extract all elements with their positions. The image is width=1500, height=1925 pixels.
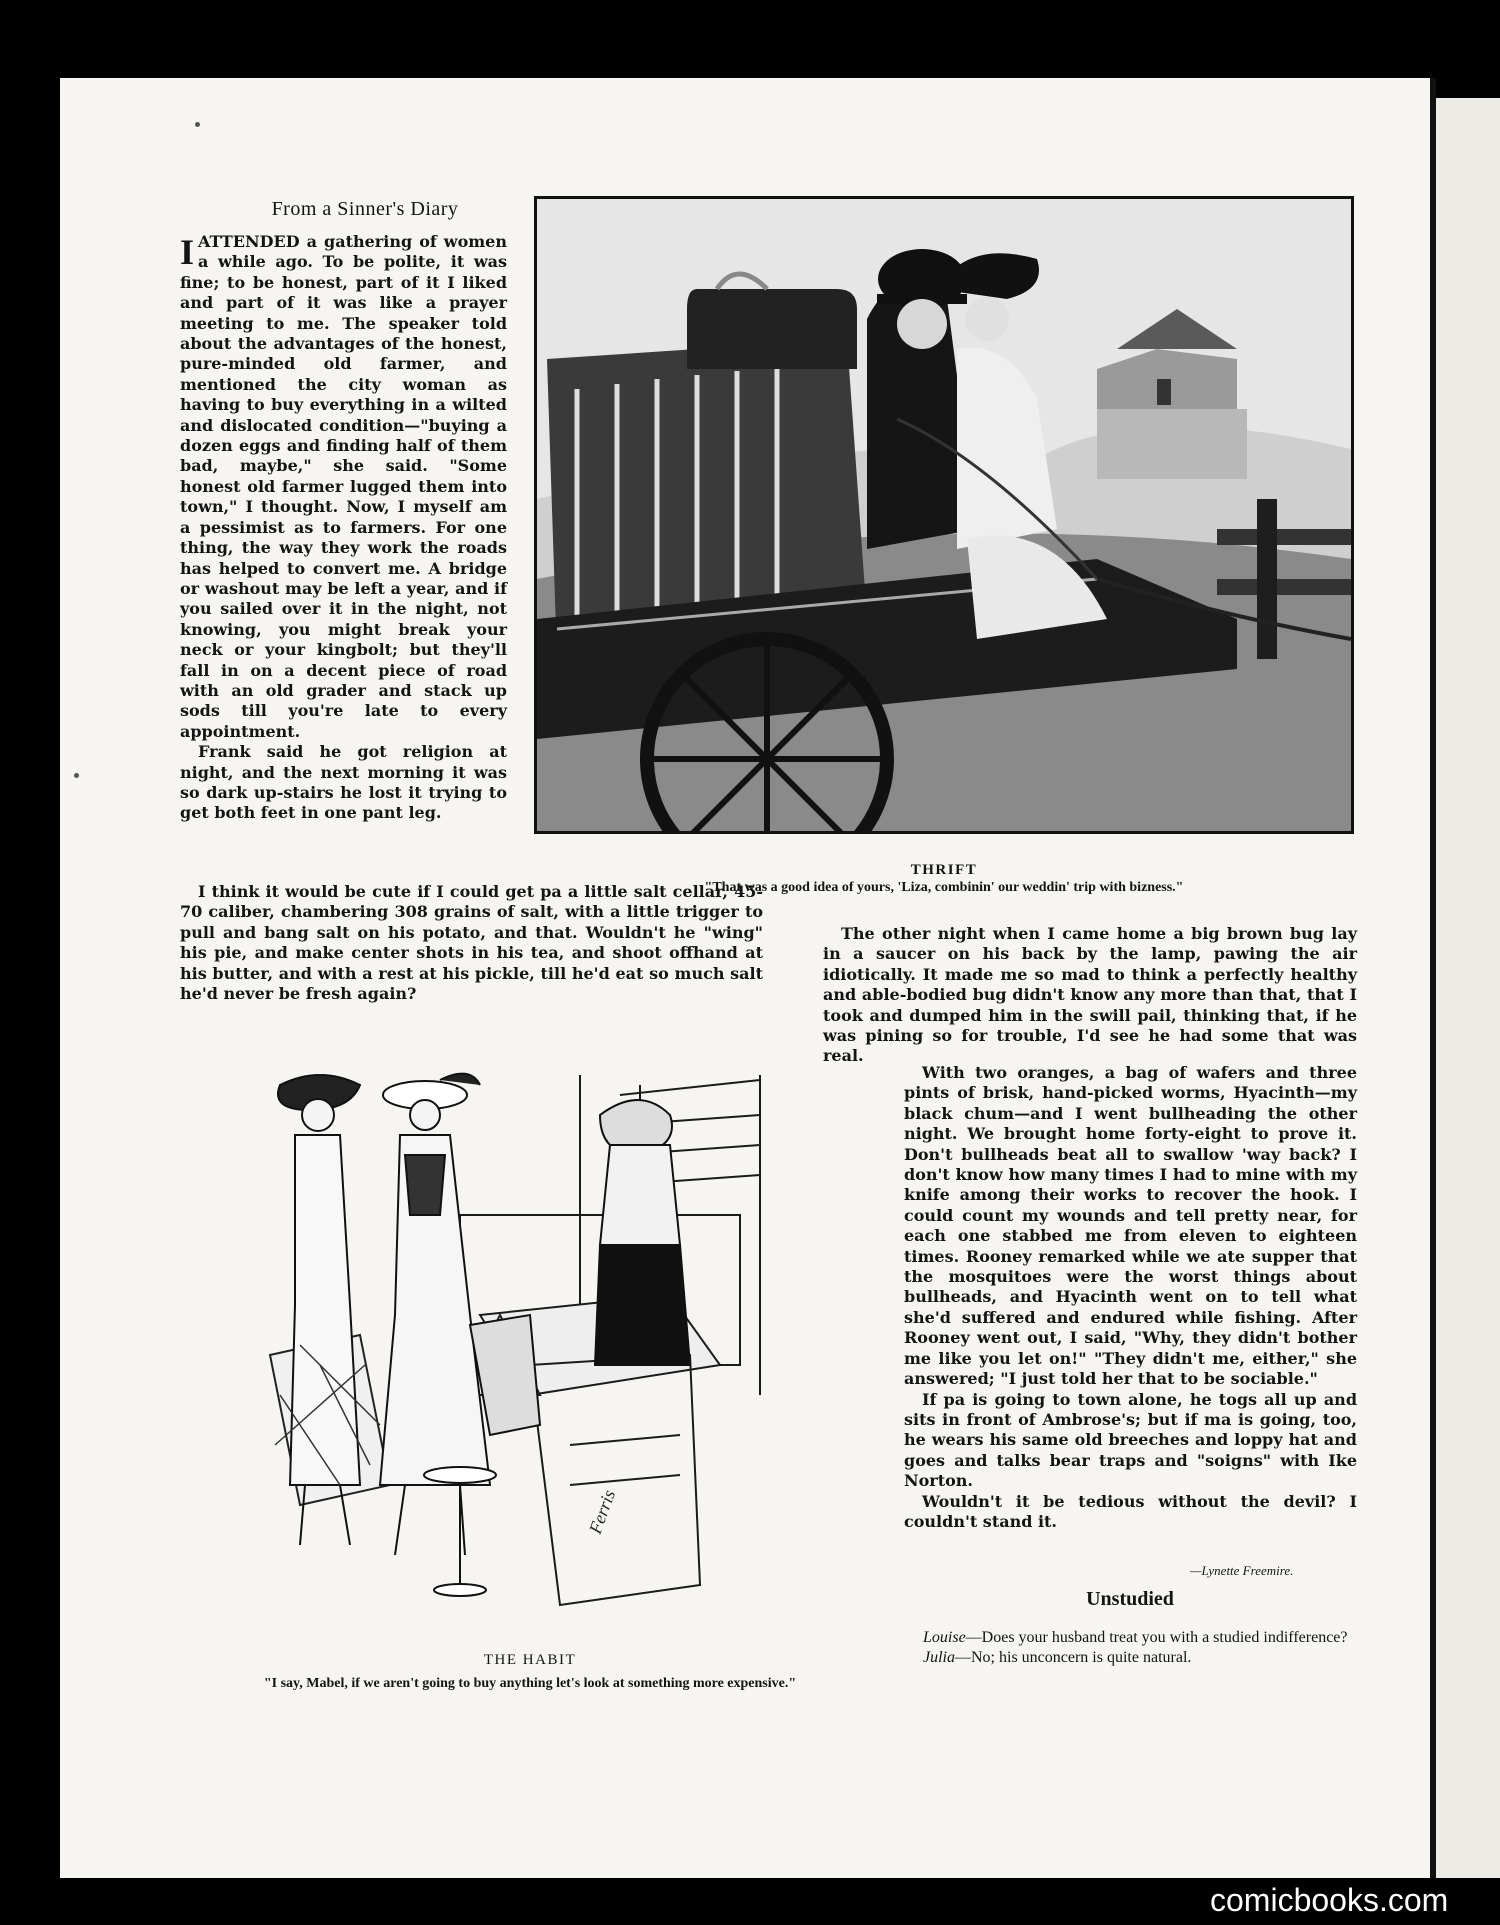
habit-caption-title: THE HABIT bbox=[483, 1652, 577, 1668]
thrift-caption-title: THRIFT bbox=[910, 862, 978, 878]
thrift-illustration bbox=[534, 196, 1354, 834]
facing-page-edge bbox=[1436, 98, 1500, 1878]
thrift-caption: "That was a good idea of yours, 'Liza, combinin' our weddin' trip with bizness." bbox=[704, 880, 1184, 895]
the-habit-illustration bbox=[200, 1065, 860, 1620]
diary-title: From a Sinner's Diary bbox=[271, 198, 459, 220]
page-speck bbox=[74, 773, 79, 778]
diary-paragraph-3: I think it would be cute if I could get pa a little salt cellar, 45-70 caliber, chambering 308 grains of salt, with a little trigger to pull and bang salt on his potato, and that. Wouldn't he "wing" his pie, and make center shots in his tea, and shoot offhand at his butter, and with a rest at his pickle, till he'd eat so much salt he'd never be fresh again? bbox=[180, 882, 763, 1004]
diary-paragraph-7: Wouldn't it be tedious without the devil? I couldn't stand it. bbox=[904, 1491, 1357, 1531]
diary-paragraph-5: With two oranges, a bag of wafers and three pints of brisk, hand-picked worms, Hyacinth—my black chum—and I went bullheading the other night. We brought home forty-eight to prove it. Don't bullheads beat all to swallow 'way back? I don't know how many times I had to mine with my knife among their works to recover the hook. I could count my wounds and tell pretty near, for each one stabbed me from eleven to eighteen times. Rooney remarked while we ate supper that the mosquitoes were the worst things about bullheads, and Hyacinth went on to tell what she'd suffered and endured while fishing. After Rooney went out, I said, "Why, they didn't bother me like you let on!" "They didn't me, either," she answered; "I just told her that to be sociable." bbox=[904, 1063, 1357, 1389]
unstudied-line-1: Louise—Does your husband treat you with a studied indifference? bbox=[923, 1629, 1348, 1646]
diary-paragraph-6: If pa is going to town alone, he togs all up and sits in front of Ambrose's; but if ma is going, too, he wears his same old breeches and loppy hat and goes and talks bear traps and "soigns" with Ike Norton. bbox=[904, 1389, 1357, 1491]
page-speck bbox=[195, 122, 200, 127]
diary-column-upper-left bbox=[180, 232, 507, 824]
habit-caption: "I say, Mabel, if we aren't going to buy anything let's look at something more expensive." bbox=[263, 1676, 797, 1691]
author-signature: —Lynette Freemire. bbox=[1190, 1563, 1294, 1578]
diary-paragraph-4: The other night when I came home a big brown bug lay in a saucer on his back by the lamp, pawing the air idiotically. It made me so mad to think a perfectly healthy and able-bodied bug didn't know any more than that, that I took and dumped him in the swill pail, thinking that, if he was pining so for trouble, I'd see he had some that was real. bbox=[823, 924, 1357, 1066]
unstudied-title: Unstudied bbox=[1086, 1588, 1174, 1610]
unstudied-line-2: Julia—No; his unconcern is quite natural. bbox=[923, 1649, 1192, 1666]
diary-paragraph-1: IATTENDED a gathering of women a while ago. To be polite, it was fine; to be honest, part of it I liked and part of it was like a prayer meeting to me. The speaker told about the advantages of the honest, pure-minded old farmer, and mentioned the city woman as having to buy everything in a wilted and dislocated condition—"buying a dozen eggs and finding half of them bad, maybe," she said. "Some honest old farmer lugged them into town," I thought. Now, I myself am a pessimist as to farmers. For one thing, the way they work the roads has helped to convert me. A bridge or washout may be left a year, and if you sailed over it in the night, not knowing, you might break your neck or your kingbolt; but they'll fall in on a decent piece of road with an old grader and stack up sods till you're late to every appointment. bbox=[180, 232, 507, 741]
diary-paragraph-2: Frank said he got religion at night, and the next morning it was so dark up-stairs he lost it trying to get both feet in one pant leg. bbox=[180, 742, 507, 823]
diary-column-right-bottom bbox=[904, 1063, 1357, 1532]
svg-text:Ferris: Ferris bbox=[584, 1487, 620, 1537]
unstudied-dialogue bbox=[905, 1628, 1371, 1668]
diary-column-right-top bbox=[823, 924, 1357, 1067]
drop-cap: I bbox=[180, 232, 195, 272]
source-watermark: comicbooks.com bbox=[1210, 1882, 1449, 1918]
